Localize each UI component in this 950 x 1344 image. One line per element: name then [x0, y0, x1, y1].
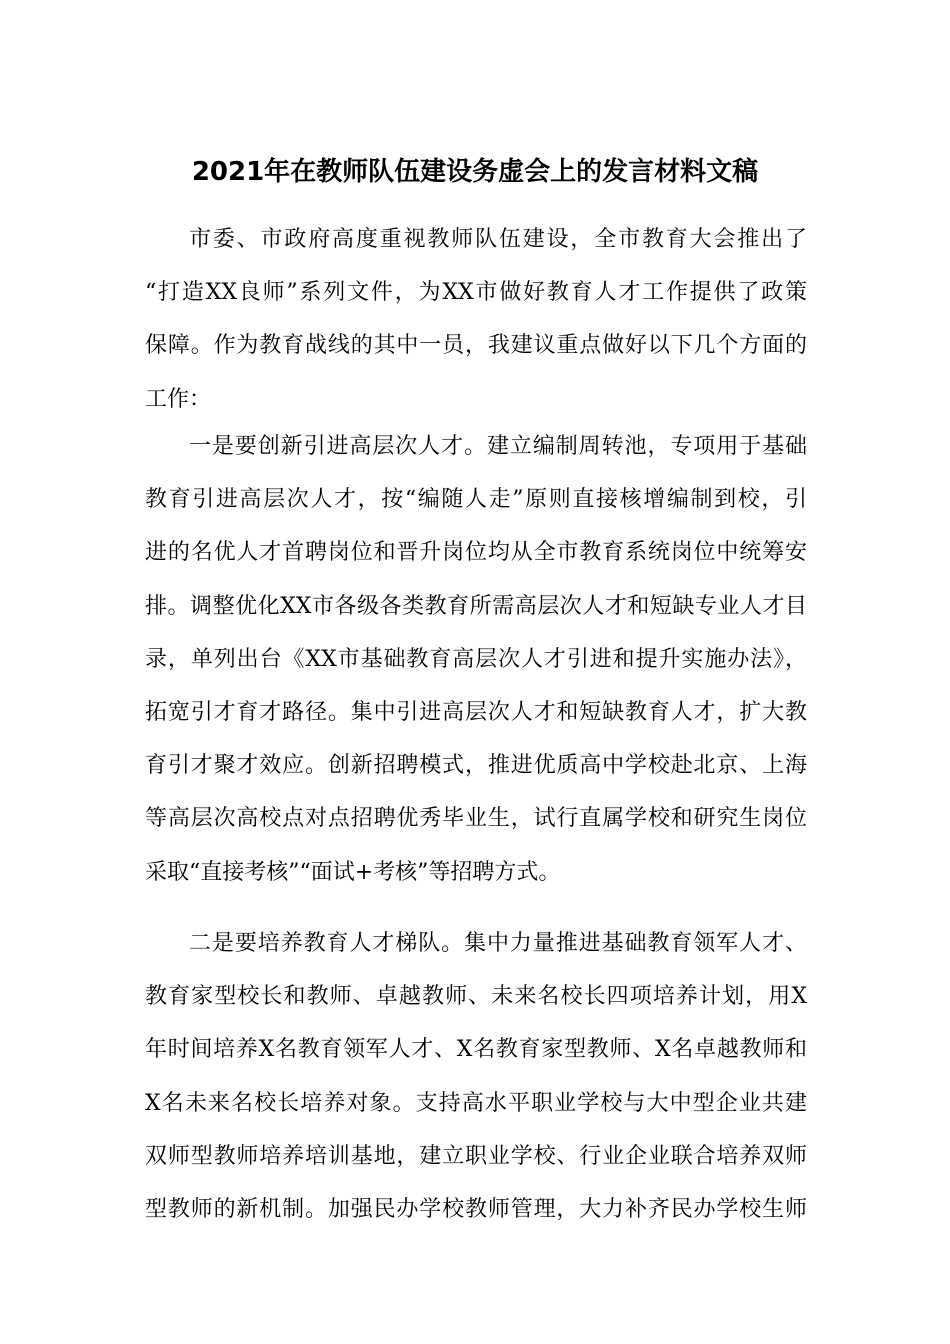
paragraph-line: 等高层次高校点对点招聘优秀毕业生，试行直属学校和研究生岗位	[145, 806, 807, 832]
paragraph-line: 教育引进高层次人才，按“编随人走”原则直接核增编制到校，引	[145, 487, 807, 513]
paragraph-line: 二是要培养教育人才梯队。集中力量推进基础教育领军人才、	[189, 931, 807, 956]
document-title: 2021年在教师队伍建设务虚会上的发言材料文稿	[191, 157, 759, 187]
paragraph-line: 双师型教师培养培训基地，建立职业学校、行业企业联合培养双师	[145, 1143, 807, 1169]
paragraph-line: 排。调整优化XX市各级各类教育所需高层次人才和短缺专业人才目	[145, 593, 807, 619]
paragraph-line: 拓宽引才育才路径。集中引进高层次人才和短缺教育人才，扩大教	[145, 699, 807, 725]
paragraph-line: 型教师的新机制。加强民办学校教师管理，大力补齐民办学校生师	[145, 1196, 807, 1222]
paragraph-intro	[145, 213, 807, 426]
paragraph-line: X名未来名校长培养对象。支持高水平职业学校与大中型企业共建	[145, 1090, 807, 1116]
paragraph-line: “打造XX良师”系列文件，为XX市做好教育人才工作提供了政策	[145, 280, 807, 306]
paragraph-line: 采取“直接考核”“面试+考核”等招聘方式。	[145, 859, 561, 885]
paragraph-line: 市委、市政府高度重视教师队伍建设，全市教育大会推出了	[189, 227, 807, 252]
paragraph-talent-introduction	[145, 420, 807, 899]
paragraph-talent-training	[145, 917, 807, 1236]
paragraph-line: 育引才聚才效应。创新招聘模式，推进优质高中学校赴北京、上海	[145, 753, 807, 779]
paragraph-line: 年时间培养X名教育领军人才、X名教育家型教师、X名卓越教师和	[145, 1037, 807, 1063]
paragraph-line: 录，单列出台《XX市基础教育高层次人才引进和提升实施办法》，	[145, 646, 807, 672]
paragraph-line: 进的名优人才首聘岗位和晋升岗位均从全市教育系统岗位中统筹安	[145, 540, 807, 566]
paragraph-line: 教育家型校长和教师、卓越教师、未来名校长四项培养计划，用X	[145, 984, 807, 1010]
paragraph-line: 工作：	[145, 386, 212, 412]
paragraph-line: 一是要创新引进高层次人才。建立编制周转池，专项用于基础	[189, 434, 807, 459]
paragraph-line: 保障。作为教育战线的其中一员，我建议重点做好以下几个方面的	[145, 333, 807, 359]
